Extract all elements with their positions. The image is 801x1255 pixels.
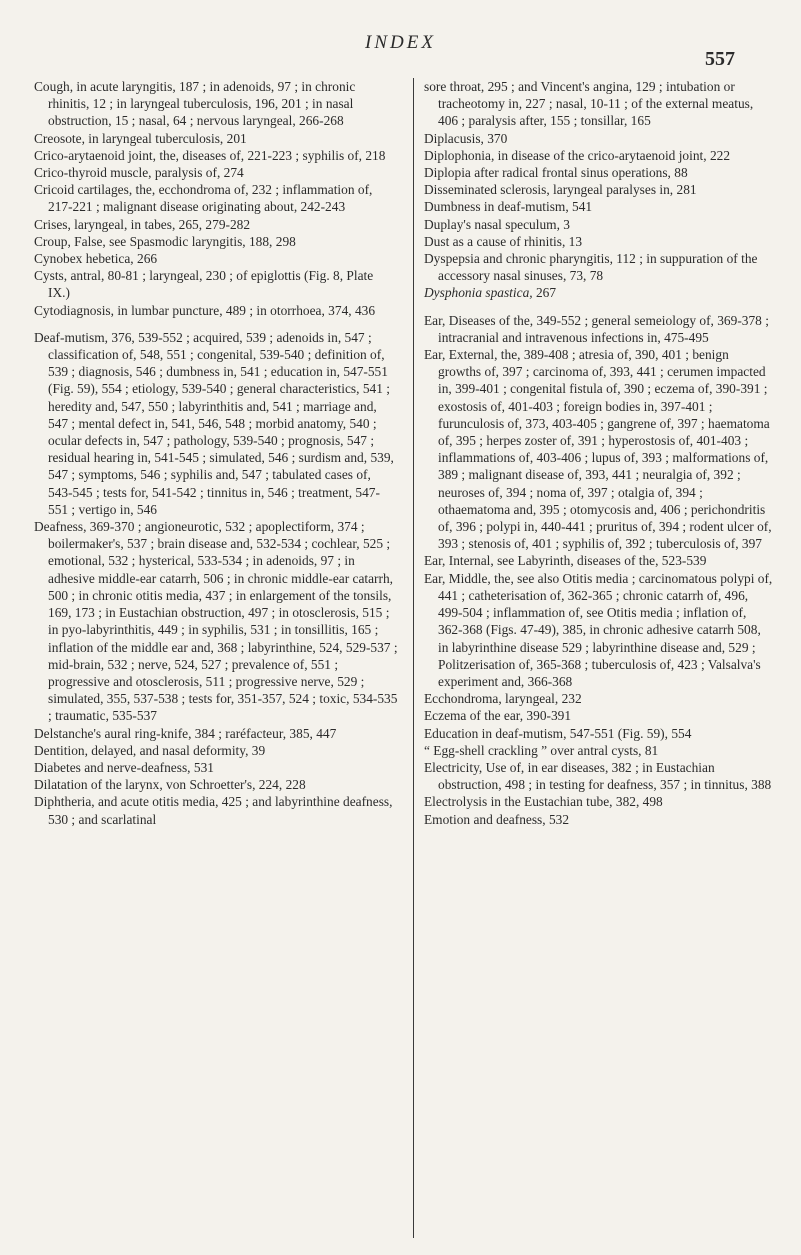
index-entry: Delstanche's aural ring-knife, 384 ; raréfacteur, 385, 447 xyxy=(34,725,337,741)
running-title: INDEX xyxy=(365,32,436,53)
right-column xyxy=(413,78,774,1238)
index-entry: Diplopia after radical frontal sinus operations, 88 xyxy=(424,165,688,181)
index-entry: Diabetes and nerve-deafness, 531 xyxy=(34,759,214,775)
index-entry: Dumbness in deaf-mutism, 541 xyxy=(424,199,593,215)
left-column xyxy=(34,78,398,1238)
index-columns xyxy=(34,78,774,1238)
index-entry: Diplacusis, 370 xyxy=(424,130,508,146)
index-entry: Ear, External, the, 389-408 ; atresia of, 390, 401 ; benign growths of, 397 ; carcinoma of, 393, 441 ; cerumen impacted in, 399-401 ; congenital fistula of, 390 ; eczema of, 390-391 ; exostosis of, 401-403 ; foreign bodies in, 397-401 ; furunculosis of, 373, 403-405 ; gangrene of, 397 ; haematoma of, 395 ; herpes zoster of, 391 ; hyperostosis of, 401-403 ; inflammations of, 403-406 ; lupus of, 393 ; malformations of, 389 ; malignant disease of, 393, 441 ; neuralgia of, 392 ; neuroses of, 394 ; noma of, 397 ; otalgia of, 394 ; othaematoma and, 395 ; otomycosis and, 406 ; perichondritis of, 396 ; polypi in, 440-441 ; pruritus of, 394 ; rodent ulcer of, 393 ; stenosis of, 401 ; syphilis of, 392 ; tuberculosis of, 397 xyxy=(424,347,772,552)
index-entry: Disseminated sclerosis, laryngeal paralyses in, 281 xyxy=(424,182,697,198)
index-entry: Emotion and deafness, 532 xyxy=(424,811,570,827)
index-entry: Diphtheria, and acute otitis media, 425 ; and labyrinthine deafness, 530 ; and scarlatinal xyxy=(34,794,393,827)
index-entry: Cough, in acute laryngitis, 187 ; in adenoids, 97 ; in chronic rhinitis, 12 ; in laryngeal tuberculosis, 196, 201 ; in nasal obstruction, 15 ; nasal, 64 ; nervous laryngeal, 266-268 xyxy=(34,79,356,129)
index-entry: Dentition, delayed, and nasal deformity, 39 xyxy=(34,742,266,758)
index-entry: Electricity, Use of, in ear diseases, 382 ; in Eustachian obstruction, 498 ; in testing for deafness, 357 ; in tinnitus, 388 xyxy=(424,759,772,793)
index-entry: Ear, Middle, the, see also Otitis media ; carcinomatous polypi of, 441 ; catheterisation of, 362-365 ; chronic catarrh of, 496, 499-504 ; inflammation of, see Otitis media ; inflation of, 362-368 (Figs. 47-49), 385, in chronic adhesive catarrh 508, in labyrinthine disease 529 ; labyrinthine disease and, 529 ; Politzerisation of, 365-368 ; tuberculosis of, 423 ; Valsalva's experiment and, 366-368 xyxy=(424,570,773,689)
index-entry: Cricoid cartilages, the, ecchondroma of, 232 ; inflammation of, 217-221 ; malignant disease originating about, 242-243 xyxy=(34,182,373,215)
page-header xyxy=(30,24,771,70)
index-entry: “ Egg-shell crackling ” over antral cysts, 81 xyxy=(424,742,659,758)
index-entry: Duplay's nasal speculum, 3 xyxy=(424,216,570,232)
index-entry: sore throat, 295 ; and Vincent's angina, 129 ; intubation or tracheotomy in, 227 ; nasal, 10-11 ; of the external meatus, 406 ; paralysis after, 155 ; tonsillar, 165 xyxy=(424,79,754,129)
index-entry: Cytodiagnosis, in lumbar puncture, 489 ; in otorrhoea, 374, 436 xyxy=(34,302,376,318)
index-entry: Dysphonia spastica, 267 xyxy=(424,285,557,301)
index-entry: Ear, Internal, see Labyrinth, diseases of the, 523-539 xyxy=(424,553,707,569)
index-entry: Ecchondroma, laryngeal, 232 xyxy=(424,691,582,707)
page-number: 557 xyxy=(705,48,735,70)
index-entry: Electrolysis in the Eustachian tube, 382, 498 xyxy=(424,794,663,810)
index-entry: Crico-arytaenoid joint, the, diseases of, 221-223 ; syphilis of, 218 xyxy=(34,147,386,163)
index-entry: Creosote, in laryngeal tuberculosis, 201 xyxy=(34,130,247,146)
index-entry: Dilatation of the larynx, von Schroetter's, 224, 228 xyxy=(34,777,306,793)
index-entry: Dust as a cause of rhinitis, 13 xyxy=(424,233,583,249)
index-entry: Education in deaf-mutism, 547-551 (Fig. 59), 554 xyxy=(424,725,692,741)
index-entry: Dyspepsia and chronic pharyngitis, 112 ; in suppuration of the accessory nasal sinuses, 73, 78 xyxy=(424,251,758,284)
index-entry: Crico-thyroid muscle, paralysis of, 274 xyxy=(34,165,244,181)
index-entry: Deafness, 369-370 ; angioneurotic, 532 ; apoplectiform, 374 ; boilermaker's, 537 ; brain disease and, 532-534 ; cochlear, 525 ; emotional, 532 ; hysterical, 533-534 ; in adenoids, 97 ; in adhesive middle-ear catarrh, 506 ; in chronic middle-ear catarrh, 500 ; in chronic otitis media, 437 ; in enlargement of the tonsils, 169, 173 ; in Eustachian obstruction, 497 ; in otosclerosis, 515 ; in pyo-labyrinthitis, 449 ; in syphilis, 531 ; in tonsillitis, 165 ; inflation of the middle ear and, 368 ; labyrinthine, 524, 529-537 ; mid-brain, 532 ; nerve, 524, 527 ; prevalence of, 551 ; progressive and otosclerosis, 511 ; progressive nerve, 529 ; simulated, 355, 537-538 ; tests for, 351-357, 524 ; toxic, 534-535 ; traumatic, 535-537 xyxy=(34,519,398,724)
index-entry: Diplophonia, in disease of the crico-arytaenoid joint, 222 xyxy=(424,147,731,163)
index-entry: Deaf-mutism, 376, 539-552 ; acquired, 539 ; adenoids in, 547 ; classification of, 548, 551 ; congenital, 539-540 ; definition of, 539 ; diagnosis, 546 ; dumbness in, 541 ; education in, 547-551 (Fig. 59), 554 ; etiology, 539-540 ; general characteristics, 541 ; heredity and, 547, 550 ; labyrinthitis and, 541 ; marriage and, 547 ; mental defect in, 541, 546, 548 ; morbid anatomy, 540 ; ocular defects in, 547 ; pathology, 539-540 ; prognosis, 547 ; residual hearing in, 541-545 ; simulated, 546 ; surdism and, 539, 547 ; symptoms, 546 ; syphilis and, 547 ; tabulated cases of, 543-545 ; tests for, 541-542 ; tinnitus in, 546 ; treatment, 547-551 ; vertigo in, 546 xyxy=(34,329,394,517)
index-entry: Cysts, antral, 80-81 ; laryngeal, 230 ; of epiglottis (Fig. 8, Plate IX.) xyxy=(34,268,374,301)
index-entry: Crises, laryngeal, in tabes, 265, 279-282 xyxy=(34,216,251,232)
index-entry: Croup, False, see Spasmodic laryngitis, 188, 298 xyxy=(34,233,296,249)
index-entry: Cynobex hebetica, 266 xyxy=(34,251,158,267)
index-entry: Eczema of the ear, 390-391 xyxy=(424,708,572,724)
index-entry: Ear, Diseases of the, 349-552 ; general semeiology of, 369-378 ; intracranial and intravenous infections in, 475-495 xyxy=(424,312,769,345)
